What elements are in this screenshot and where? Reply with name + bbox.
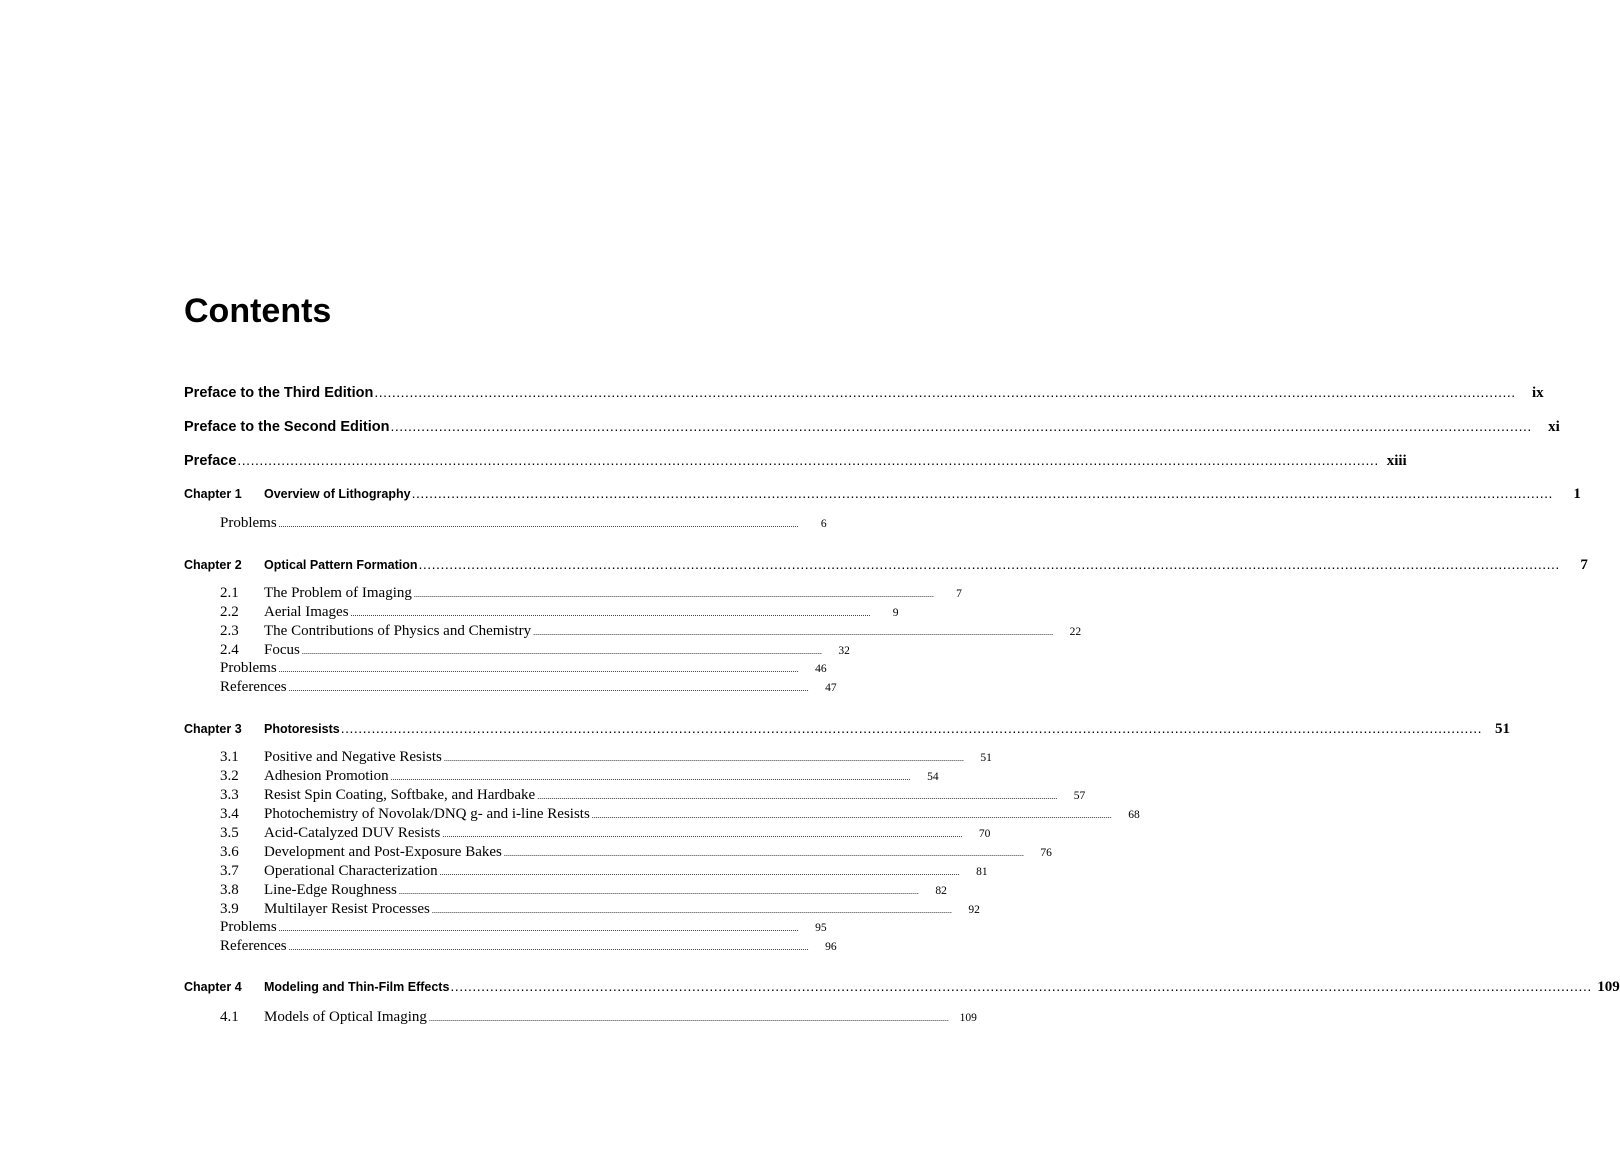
toc-entry-label xyxy=(184,584,412,603)
page-number: 46 xyxy=(815,663,827,675)
dot-leader: .................................................................................................................................................................................................................................................................... xyxy=(237,452,1379,468)
dot-leader: .................................................................................................................................................................................................................................................................... xyxy=(278,665,799,674)
toc-entry-label xyxy=(184,659,277,678)
dot-leader: .................................................................................................................................................................................................................................................................... xyxy=(431,906,952,915)
section-number: 2.4 xyxy=(220,642,239,658)
toc-entry-label xyxy=(184,862,438,881)
page-number: 54 xyxy=(927,771,939,783)
toc-entry[interactable] xyxy=(184,937,837,956)
toc-entry[interactable] xyxy=(184,805,1140,824)
dot-leader: .................................................................................................................................................................................................................................................................... xyxy=(450,978,1592,994)
toc-entry[interactable] xyxy=(184,718,1511,738)
page-number: 22 xyxy=(1069,626,1082,638)
toc-entry-label xyxy=(184,603,349,622)
dot-leader: .................................................................................................................................................................................................................................................................... xyxy=(443,754,964,763)
dot-leader: .................................................................................................................................................................................................................................................................... xyxy=(288,684,809,693)
entry-title: Photoresists xyxy=(264,722,340,736)
toc-entry[interactable] xyxy=(184,748,992,767)
toc-entry[interactable] xyxy=(184,483,1581,503)
section-number: 3.2 xyxy=(220,768,239,784)
toc-entry-label xyxy=(184,719,340,739)
section-number: 2.3 xyxy=(220,623,239,639)
page-number: 109 xyxy=(959,1012,977,1024)
toc-entry-label xyxy=(184,937,287,956)
toc-entry-label xyxy=(184,843,502,862)
page-number: 7 xyxy=(956,588,962,600)
page-number: 51 xyxy=(980,752,992,764)
page-number: 81 xyxy=(976,866,988,878)
table-of-contents xyxy=(184,0,1620,1158)
toc-entry-label xyxy=(184,383,373,403)
toc-entry[interactable] xyxy=(184,881,947,900)
entry-title: The Contributions of Physics and Chemistry xyxy=(264,623,532,639)
toc-entry-label xyxy=(184,622,531,641)
chapter-number: Chapter 2 xyxy=(184,558,242,572)
dot-leader: .................................................................................................................................................................................................................................................................... xyxy=(411,485,1553,501)
toc-entry[interactable] xyxy=(184,767,939,786)
toc-entry-label xyxy=(184,824,440,843)
toc-entry-label xyxy=(184,767,389,786)
toc-entry-label xyxy=(184,678,287,697)
entry-title: Development and Post-Exposure Bakes xyxy=(264,844,502,860)
section-number: 2.2 xyxy=(220,604,239,620)
toc-entry-label xyxy=(184,451,236,471)
toc-entry[interactable] xyxy=(184,786,1086,805)
entry-title: Problems xyxy=(220,660,277,676)
toc-entry[interactable] xyxy=(184,584,962,603)
dot-leader: .................................................................................................................................................................................................................................................................... xyxy=(418,556,1560,572)
page-number: 70 xyxy=(978,828,991,840)
dot-leader: .................................................................................................................................................................................................................................................................... xyxy=(288,943,809,952)
page-number: 109 xyxy=(1597,979,1620,995)
toc-entry-label xyxy=(184,1008,427,1027)
page-number: 96 xyxy=(825,941,837,953)
entry-title: Line-Edge Roughness xyxy=(264,882,397,898)
section-number: 3.6 xyxy=(220,844,239,860)
toc-entry[interactable] xyxy=(184,976,1620,996)
dot-leader: .................................................................................................................................................................................................................................................................... xyxy=(503,849,1024,858)
dot-leader: .................................................................................................................................................................................................................................................................... xyxy=(390,418,1532,434)
entry-title: The Problem of Imaging xyxy=(264,585,412,601)
toc-entry-label xyxy=(184,918,277,937)
entry-title: References xyxy=(220,679,287,695)
toc-entry[interactable] xyxy=(184,416,1560,436)
section-number: 3.4 xyxy=(220,806,239,822)
toc-entry[interactable] xyxy=(184,622,1082,641)
dot-leader: .................................................................................................................................................................................................................................................................... xyxy=(340,720,1483,736)
toc-entry[interactable] xyxy=(184,659,827,678)
page-number: 57 xyxy=(1073,790,1086,802)
entry-title: Optical Pattern Formation xyxy=(264,558,418,572)
toc-entry[interactable] xyxy=(184,514,827,533)
dot-leader: .................................................................................................................................................................................................................................................................... xyxy=(390,773,911,782)
entry-title: Preface to the Second Edition xyxy=(184,419,390,435)
section-number: 3.3 xyxy=(220,787,239,803)
toc-entry-label xyxy=(184,977,449,997)
entry-title: Multilayer Resist Processes xyxy=(264,901,430,917)
page-number: 51 xyxy=(1495,721,1511,737)
chapter-number: Chapter 4 xyxy=(184,980,242,994)
entry-title: References xyxy=(220,938,287,954)
entry-title: Preface to the Third Edition xyxy=(184,385,374,401)
page-number: xiii xyxy=(1386,453,1407,469)
toc-entry-label xyxy=(184,514,277,533)
toc-entry[interactable] xyxy=(184,641,850,660)
toc-entry[interactable] xyxy=(184,862,988,881)
page-number: xi xyxy=(1548,419,1560,435)
entry-title: Focus xyxy=(264,642,300,658)
toc-entry-label xyxy=(184,417,389,437)
toc-entry-label xyxy=(184,555,418,575)
entry-title: Photochemistry of Novolak/DNQ g- and i-line Resists xyxy=(264,806,590,822)
section-number: 3.9 xyxy=(220,901,239,917)
toc-entry[interactable] xyxy=(184,1008,977,1027)
dot-leader: .................................................................................................................................................................................................................................................................... xyxy=(374,384,1516,400)
toc-entry[interactable] xyxy=(184,843,1052,862)
entry-title: Aerial Images xyxy=(264,604,349,620)
toc-entry[interactable] xyxy=(184,824,991,843)
dot-leader: .................................................................................................................................................................................................................................................................... xyxy=(442,830,963,839)
entry-title: Overview of Lithography xyxy=(264,487,411,501)
entry-title: Modeling and Thin-Film Effects xyxy=(264,980,450,994)
dot-leader: .................................................................................................................................................................................................................................................................... xyxy=(591,811,1112,820)
dot-leader: .................................................................................................................................................................................................................................................................... xyxy=(439,868,960,877)
toc-entry[interactable] xyxy=(184,918,827,937)
contents-page xyxy=(184,0,1620,1158)
page-number: 32 xyxy=(838,645,850,657)
entry-title: Acid-Catalyzed DUV Resists xyxy=(264,825,441,841)
page-title: Contents xyxy=(184,292,332,330)
page-number: ix xyxy=(1531,385,1544,401)
section-number: 4.1 xyxy=(220,1009,239,1025)
toc-entry[interactable] xyxy=(184,603,899,622)
section-number: 3.5 xyxy=(220,825,239,841)
dot-leader: .................................................................................................................................................................................................................................................................... xyxy=(537,792,1058,801)
toc-entry-label xyxy=(184,641,300,660)
entry-title: Problems xyxy=(220,515,277,531)
section-number: 2.1 xyxy=(220,585,239,601)
section-number: 3.7 xyxy=(220,863,239,879)
section-number: 3.1 xyxy=(220,749,239,765)
entry-title: Resist Spin Coating, Softbake, and Hardbake xyxy=(264,787,536,803)
page-number: 9 xyxy=(892,607,899,619)
page-number: 95 xyxy=(815,922,827,934)
page-number: 7 xyxy=(1580,557,1588,573)
toc-entry[interactable] xyxy=(184,450,1407,470)
toc-entry-label xyxy=(184,805,590,824)
toc-entry-label xyxy=(184,484,411,504)
page-number: 1 xyxy=(1573,486,1581,502)
page-number: 6 xyxy=(820,518,827,530)
dot-leader: .................................................................................................................................................................................................................................................................... xyxy=(278,924,799,933)
page-number: 68 xyxy=(1128,809,1140,821)
toc-entry-label xyxy=(184,748,442,767)
toc-entry[interactable] xyxy=(184,678,837,697)
toc-entry[interactable] xyxy=(184,554,1588,574)
dot-leader: .................................................................................................................................................................................................................................................................... xyxy=(398,887,919,896)
dot-leader: .................................................................................................................................................................................................................................................................... xyxy=(350,609,871,618)
toc-entry[interactable] xyxy=(184,900,980,919)
toc-entry-label xyxy=(184,900,430,919)
entry-title: Operational Characterization xyxy=(264,863,438,879)
entry-title: Models of Optical Imaging xyxy=(264,1009,427,1025)
dot-leader: .................................................................................................................................................................................................................................................................... xyxy=(301,647,822,656)
page-number: 76 xyxy=(1040,847,1052,859)
toc-entry[interactable] xyxy=(184,382,1544,402)
toc-entry-label xyxy=(184,786,535,805)
entry-title: Problems xyxy=(220,919,277,935)
chapter-number: Chapter 3 xyxy=(184,722,242,736)
chapter-number: Chapter 1 xyxy=(184,487,242,501)
entry-title: Positive and Negative Resists xyxy=(264,749,442,765)
section-number: 3.8 xyxy=(220,882,239,898)
page-number: 47 xyxy=(825,682,837,694)
entry-title: Preface xyxy=(184,453,237,469)
dot-leader: .................................................................................................................................................................................................................................................................... xyxy=(413,590,934,599)
dot-leader: .................................................................................................................................................................................................................................................................... xyxy=(428,1014,949,1023)
dot-leader: .................................................................................................................................................................................................................................................................... xyxy=(278,520,799,529)
entry-title: Adhesion Promotion xyxy=(264,768,389,784)
page-number: 82 xyxy=(935,885,947,897)
page-number: 92 xyxy=(968,904,980,916)
toc-entry-label xyxy=(184,881,397,900)
dot-leader: .................................................................................................................................................................................................................................................................... xyxy=(533,628,1054,637)
